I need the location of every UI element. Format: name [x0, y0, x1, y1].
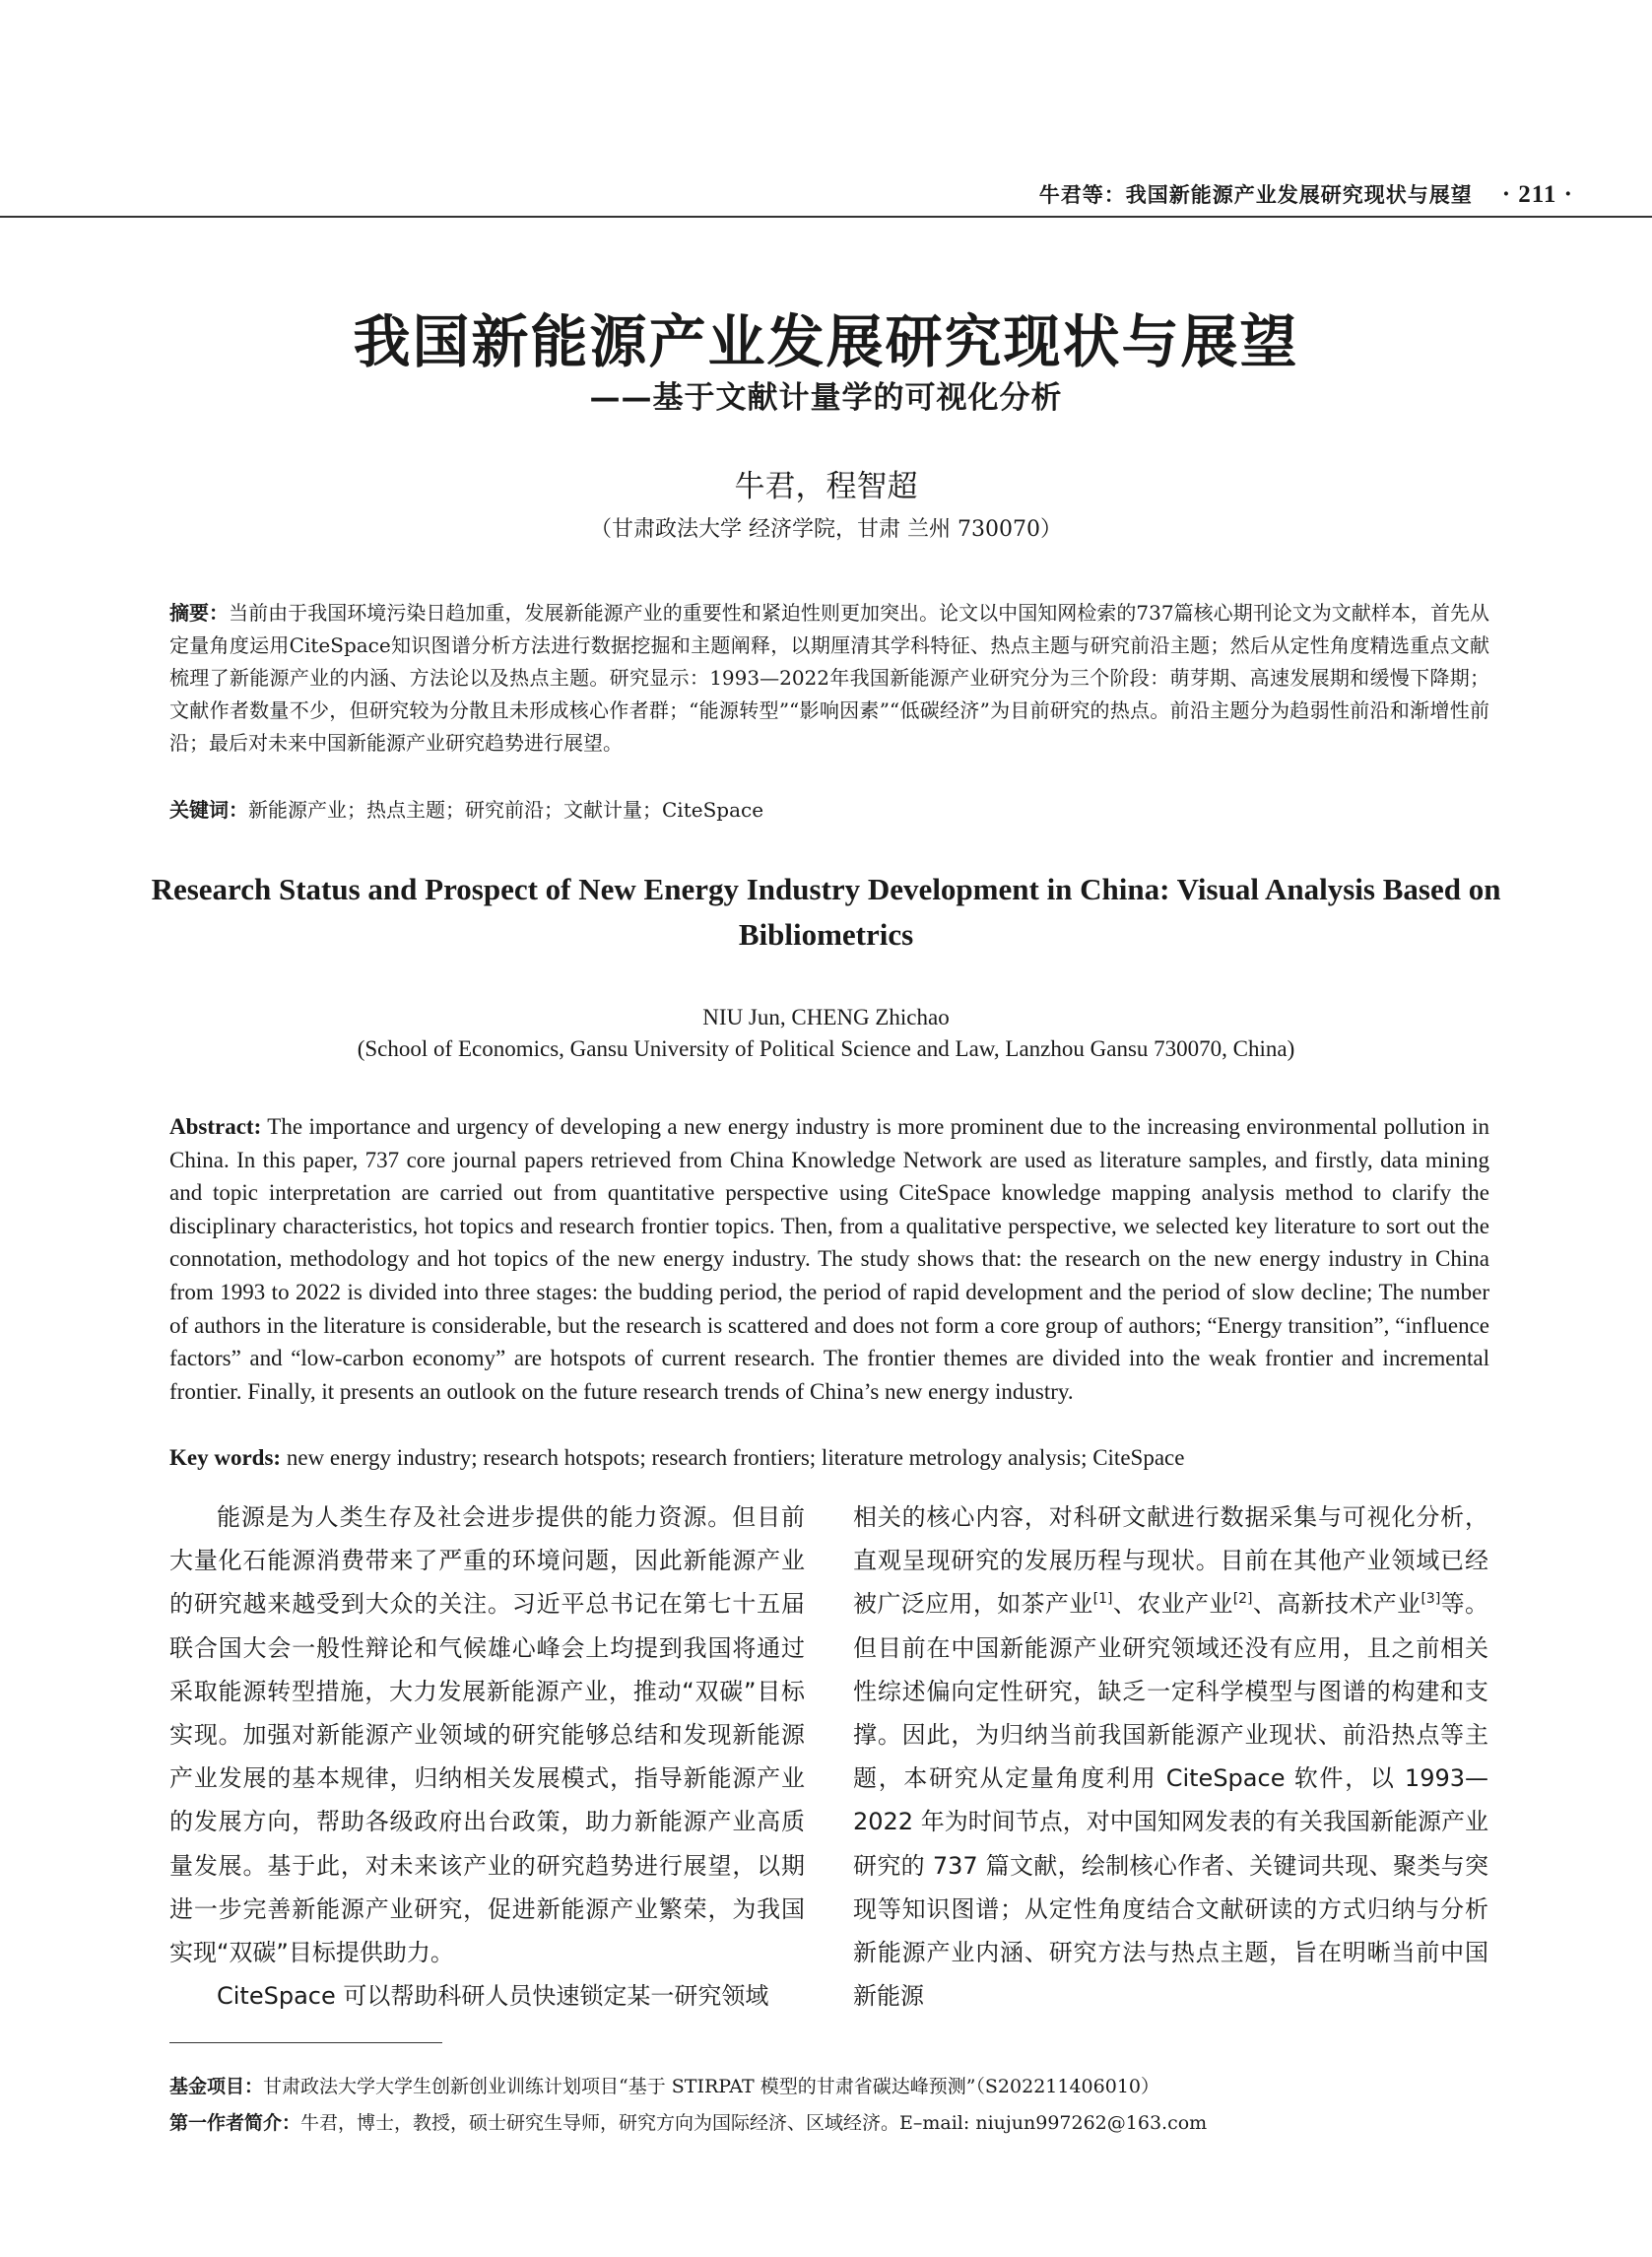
body-paragraph — [853, 1495, 1488, 2018]
citation-ref[interactable]: [2] — [1232, 1591, 1253, 1608]
body-paragraph: 能源是为人类生存及社会进步提供的能力资源。但目前大量化石能源消费带来了严重的环境问题，因此新能源产业的研究越来越受到大众的关注。习近平总书记在第七十五届联合国大会一般性辩论和气候雄心峰会上均提到我国将通过采取能源转型措施，大力发展新能源产业，推动“双碳”目标实现。加强对新能源产业领域的研究能够总结和发现新能源产业发展的基本规律，归纳相关发展模式，指导新能源产业的发展方向，帮助各级政府出台政策，助力新能源产业高质量发展。基于此，对未来该产业的研究趋势进行展望，以期进一步完善新能源产业研究，促进新能源产业繁荣，为我国实现“双碳”目标提供助力。 — [169, 1503, 805, 1967]
keywords-en-text: new energy industry; research hotspots; research frontiers; literature metrology analysis; CiteSpace — [286, 1445, 1185, 1470]
abstract-en — [169, 1110, 1489, 1408]
citation-ref[interactable]: [1] — [1092, 1591, 1113, 1608]
title-cn: 我国新能源产业发展研究现状与展望 — [353, 308, 1299, 375]
body-text: 、高新技术产业 — [1252, 1590, 1421, 1619]
abstract-cn — [169, 597, 1489, 760]
page-number: · 211 · — [1501, 181, 1573, 208]
body-text: 、农业产业 — [1112, 1590, 1233, 1619]
affiliation-en: (School of Economics, Gansu University of Political Science and Law, Lanzhou Gansu 730070, China) — [357, 1036, 1295, 1061]
running-title: 牛君等：我国新能源产业发展研究现状与展望 — [1038, 183, 1473, 207]
running-head — [1039, 179, 1573, 209]
keywords-cn — [169, 794, 1489, 827]
footnote-fund-text: 甘肃政法大学大学生创新创业训练计划项目“基于 STIRPAT 模型的甘肃省碳达峰预测”（S202211406010） — [263, 2076, 1159, 2097]
abstract-cn-label: 摘要： — [169, 601, 230, 625]
footnote-fund — [169, 2072, 1549, 2098]
footnote-author-label: 第一作者简介： — [169, 2112, 301, 2134]
header-rule — [0, 216, 1652, 218]
body-column-left — [169, 1495, 805, 2018]
footnote-fund-label: 基金项目： — [169, 2076, 264, 2097]
footnote-author-text: 牛君，博士，教授，硕士研究生导师，研究方向为国际经济、区域经济。E–mail: niujun997262@163.com — [300, 2112, 1208, 2134]
citation-ref[interactable]: [3] — [1421, 1591, 1441, 1608]
authors-en: NIU Jun, CHENG Zhichao — [702, 1005, 950, 1029]
keywords-cn-label: 关键词： — [169, 798, 248, 822]
abstract-cn-text: 当前由于我国环境污染日趋加重，发展新能源产业的重要性和紧迫性则更加突出。论文以中国知网检索的737篇核心期刊论文为文献样本，首先从定量角度运用CiteSpace知识图谱分析方法进行数据挖掘和主题阐释，以期厘清其学科特征、热点主题与研究前沿主题；然后从定性角度精选重点文献梳理了新能源产业的内涵、方法论以及热点主题。研究显示：1993—2022年我国新能源产业研究分为三个阶段：萌芽期、高速发展期和缓慢下降期；文献作者数量不少，但研究较为分散且未形成核心作者群；“能源转型”“影响因素”“低碳经济”为目前研究的热点。前沿主题分为趋弱性前沿和渐增性前沿；最后对未来中国新能源产业研究趋势进行展望。 — [169, 601, 1489, 755]
authors-cn: 牛君，程智超 — [734, 469, 918, 504]
keywords-en — [169, 1441, 1489, 1474]
body-paragraph: CiteSpace 可以帮助科研人员快速锁定某一研究领域 — [217, 1982, 769, 2011]
footnote-author — [169, 2108, 1549, 2135]
title-en: Research Status and Prospect of New Energy Industry Development in China: Visual Analysis Based on Bibliometrics — [151, 872, 1501, 952]
subtitle-cn: ——基于文献计量学的可视化分析 — [589, 380, 1063, 416]
affiliation-cn: （甘肃政法大学 经济学院，甘肃 兰州 730070） — [590, 517, 1062, 542]
abstract-en-text: The importance and urgency of developing a new energy industry is more prominent due to the increasing environmental pollution in China. In this paper, 737 core journal papers retrieved from China Knowledge Network are used as literature samples, and firstly, data mining and topic interpretation are carried out from quantitative perspective using CiteSpace knowledge mapping analysis method to clarify the disciplinary characteristics, hot topics and research frontier topics. Then, from a qualitative perspective, we selected key literature to sort out the connotation, methodology and hot topics of the new energy industry. The study shows that: the research on the new energy industry in China from 1993 to 2022 is divided into three stages: the budding period, the period of rapid development and the period of slow decline; The number of authors in the literature is considerable, but the research is scattered and does not form a core group of authors; “Energy transition”, “influence factors” and “low-carbon economy” are hotspots of current research. The frontier themes are divided into the weak frontier and incremental frontier. Finally, it presents an outlook on the future research trends of China’s new energy industry. — [169, 1114, 1489, 1404]
body-text: 等。但目前在中国新能源产业研究领域还没有应用，且之前相关性综述偏向定性研究，缺乏一定科学模型与图谱的构建和支撑。因此，为归纳当前我国新能源产业现状、前沿热点等主题，本研究从定量角度利用 CiteSpace 软件，以 1993—2022 年为时间节点，对中国知网发表的有关我国新能源产业研究的 737 篇文献，绘制核心作者、关键词共现、聚类与突现等知识图谱；从定性角度结合文献研读的方式归纳与分析新能源产业内涵、研究方法与热点主题，旨在明晰当前中国新能源 — [853, 1590, 1489, 2011]
keywords-en-label: Key words: — [169, 1445, 282, 1470]
abstract-en-label: Abstract: — [169, 1114, 262, 1139]
body-column-right — [853, 1495, 1488, 2018]
footnote-rule — [169, 2042, 442, 2043]
body-text: 相关的核心内容，对科研文献进行数据采集与可视化分析，直观呈现研究的发展历程与现状。目前在其他产业领域已经被广泛应用，如茶产业 — [853, 1503, 1488, 1619]
keywords-cn-text: 新能源产业；热点主题；研究前沿；文献计量；CiteSpace — [248, 798, 764, 822]
